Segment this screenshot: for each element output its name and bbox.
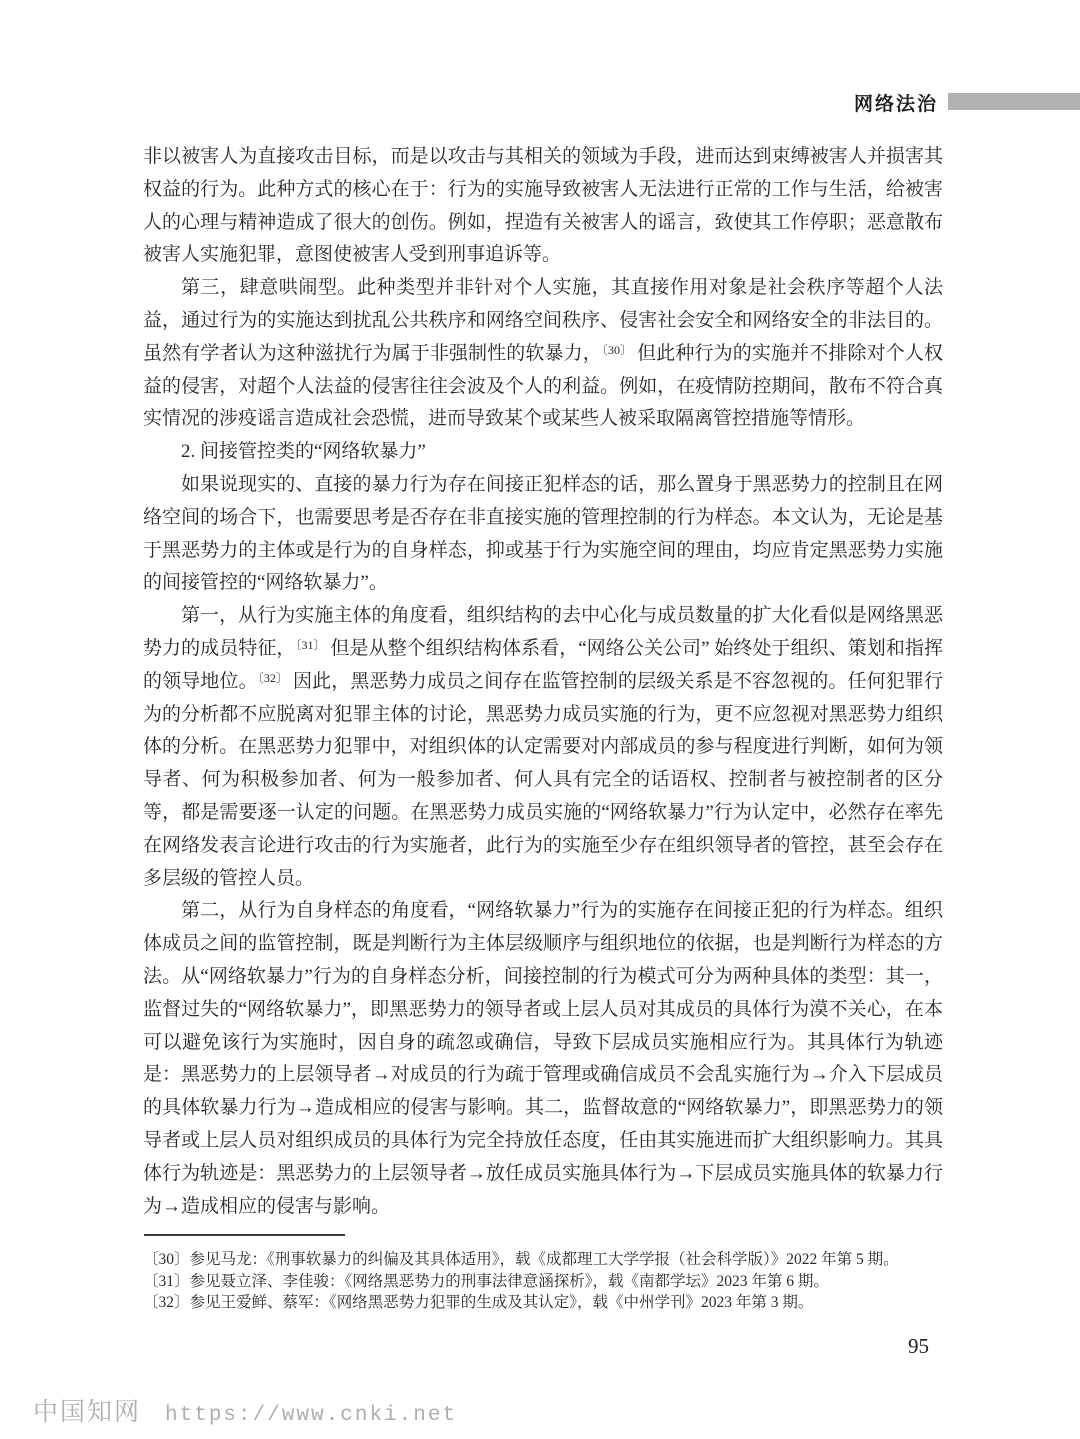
body-paragraph: 第一，从行为实施主体的角度看，组织结构的去中心化与成员数量的扩大化看似是网络黑恶势力的成员特征，$^{〔31〕}$ 但是从整个组织结构体系看，“网络公关公司” 始终处于组织、策划和指挥的领导地位。$^{〔32〕}$ 因此，黑恶势力成员之间存在监管控制的层级关系是不容忽视的。任何犯罪行为的分析都不应脱离对犯罪主体的讨论，黑恶势力成员实施的行为，更不应忽视对黑恶势力组织体的分析。在黑恶势力犯罪中，对组织体的认定需要对内部成员的参与程度进行判断，如何为领导者、何为积极参加者、何为一般参加者、何人具有完全的话语权、控制者与被控制者的区分等，都是需要逐一认定的问题。在黑恶势力成员实施的“网络软暴力”行为认定中，必然存在率先在网络发表言论进行攻击的行为实施者，此行为的实施至少存在组织领导者的管控，甚至会存在多层级的管控人员。	[143, 605, 943, 889]
footnote-ref: 〔30〕	[601, 342, 633, 357]
cnki-watermark-url: https://www.cnki.net	[165, 1404, 458, 1427]
body-paragraph: 第三，肆意哄闹型。此种类型并非针对个人实施，其直接作用对象是社会秩序等超个人法益，通过行为的实施达到扰乱公共秩序和网络空间秩序、侵害社会安全和网络安全的非法目的。虽然有学者认为这种滋扰行为属于非强制性的软暴力，$^{〔30〕}$ 但此种行为的实施并不排除对个人权益的侵害，对超个人法益的侵害往往会波及个人的利益。例如，在疫情防控期间，散布不符合真实情况的涉疫谣言造成社会恐慌，进而导致某个或某些人被采取隔离管控措施等情形。	[143, 277, 943, 430]
section-label: 网络法治	[853, 94, 938, 115]
footnote-separator	[144, 1234, 345, 1236]
cnki-watermark-name: 中国知网	[33, 1399, 142, 1426]
footnote-item	[143, 1292, 958, 1314]
body-paragraph: 第二，从行为自身样态的角度看，“网络软暴力”行为的实施存在间接正犯的行为样态。组织体成员之间的监管控制，既是判断行为主体层级顺序与组织地位的依据，也是判断行为样态的方法。从“网络软暴力”行为的自身样态分析，间接控制的行为模式可分为两种具体的类型：其一，监督过失的“网络软暴力”，即黑恶势力的领导者或上层人员对其成员的具体行为漠不关心，在本可以避免该行为实施时，因自身的疏忽或确信，导致下层成员实施相应行为。其具体行为轨迹是：黑恶势力的上层领导者→对成员的行为疏于管理或确信成员不会乱实施行为→介入下层成员的具体软暴力行为→造成相应的侵害与影响。其二，监督故意的“网络软暴力”，即黑恶势力的领导者或上层人员对组织成员的具体行为完全持放任态度，任由其实施进而扩大组织影响力。其具体行为轨迹是：黑恶势力的上层领导者→放任成员实施具体行为→下层成员实施具体的软暴力行为→造成相应的侵害与影响。	[143, 900, 943, 1217]
section-heading: 2. 间接管控类的“网络软暴力”	[181, 441, 426, 463]
page-number: 95	[908, 1334, 929, 1358]
article-body	[143, 141, 943, 1223]
footnote-text: 参见王爱鲜、蔡军：《网络黑恶势力犯罪的生成及其认定》，载《中州学刊》2023 年第 3 期。	[189, 1294, 814, 1312]
body-paragraph: 非以被害人为直接攻击目标，而是以攻击与其相关的领域为手段，进而达到束缚被害人并损害其权益的行为。此种方式的核心在于：行为的实施导致被害人无法进行正常的工作与生活，给被害人的心理与精神造成了很大的创伤。例如，捏造有关被害人的谣言，致使其工作停职；恶意散布被害人实施犯罪，意图使被害人受到刑事追诉等。	[143, 146, 943, 266]
header-bar	[948, 93, 1080, 110]
footnote-marker: 〔30〕	[143, 1251, 190, 1268]
footnote-ref: 〔31〕	[295, 637, 326, 652]
watermark	[33, 1392, 457, 1428]
footnote-marker: 〔31〕	[143, 1272, 190, 1290]
footnote-item	[143, 1271, 958, 1293]
footnote-text: 参见马龙：《刑事软暴力的纠偏及其具体适用》，载《成都理工大学学报（社会科学版）》2022 年第 5 期。	[189, 1251, 899, 1268]
footnotes-block	[143, 1249, 958, 1314]
footnote-ref: 〔32〕	[257, 670, 289, 685]
footnote-marker: 〔32〕	[143, 1294, 190, 1312]
footnote-text: 参见聂立泽、李佳骏：《网络黑恶势力的刑事法律意涵探析》，载《南都学坛》2023 年第 6 期。	[189, 1272, 829, 1290]
footnote-item	[143, 1249, 958, 1271]
body-paragraph: 如果说现实的、直接的暴力行为存在间接正犯样态的话，那么置身于黑恶势力的控制且在网络空间的场合下，也需要思考是否存在非直接实施的管理控制的行为样态。本文认为，无论是基于黑恶势力的主体或是行为的自身样态，抑或基于行为实施空间的理由，均应肯定黑恶势力实施的间接管控的“网络软暴力”。	[143, 473, 943, 594]
